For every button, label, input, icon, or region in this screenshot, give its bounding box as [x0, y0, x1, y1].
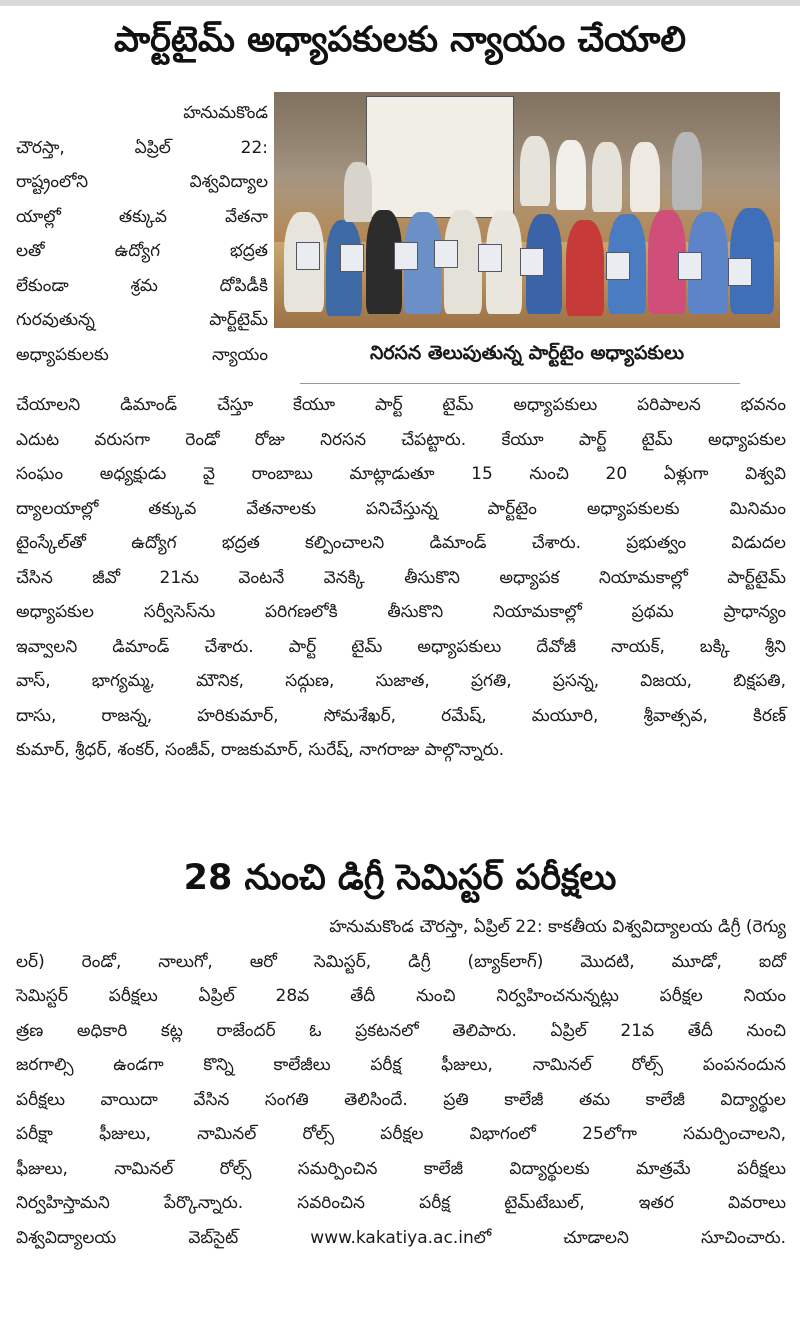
- article1-headline: పార్ట్‌టైమ్ అధ్యాపకులకు న్యాయం చేయాలి: [114, 20, 686, 60]
- text-line: లర్) రెండో, నాలుగో, ఆరో సెమిస్టర్, డిగ్రీ (బ్యాక్‌లాగ్) మొదటి, మూడో, ఐదో: [16, 951, 786, 972]
- photo-placard: [520, 248, 544, 276]
- text-line: జరగాల్సి ఉండగా కొన్ని కాలేజీలు పరీక్ష ఫీజులు, నామినల్ రోల్స్ పంపనందున: [16, 1055, 786, 1075]
- text-line: పరీక్షలు వాయిదా వేసిన సంగతి తెలిసిందే. ప్రతి కాలేజీ తమ కాలేజీ విద్యార్థుల: [16, 1089, 786, 1110]
- previous-article-strip: [0, 0, 800, 6]
- text-line: లేకుండా శ్రమ దోపిడీకి: [16, 275, 268, 296]
- text-line: గురవుతున్న పార్ట్‌టైమ్: [16, 310, 268, 330]
- text-line: వాస్, భాగ్యమ్మ, మౌనిక, సద్గుణ, సుజాత, ప్రగతి, ప్రసన్న, విజయ, బిక్షపతి,: [16, 671, 786, 691]
- person: [556, 140, 586, 210]
- article1-body: [16, 388, 786, 768]
- person: [672, 132, 702, 210]
- caption-divider: [300, 383, 740, 384]
- text-line: సెమిస్టర్ పరీక్షలు ఏప్రిల్ 28వ తేదీ నుంచి నిర్వహించనున్నట్లు పరీక్షల నియం: [16, 986, 786, 1006]
- person: [344, 162, 372, 222]
- text-line: ఫీజులు, నామినల్ రోల్స్ సమర్పించిన కాలేజీ విద్యార్థులకు మాత్రమే పరీక్షలు: [16, 1158, 786, 1179]
- text-line: టైంస్కేల్‌తో ఉద్యోగ భద్రత కల్పించాలని డిమాండ్ చేశారు. ప్రభుత్వం విడుదల: [16, 533, 786, 553]
- text-line: హనుమకొండ చౌరస్తా, ఏప్రిల్ 22: కాకతీయ విశ్వవిద్యాలయ డిగ్రీ (రెగ్యు: [329, 917, 786, 937]
- text-line: ఇవ్వాలని డిమాండ్ చేశారు. పార్ట్ టైమ్ అధ్యాపకులు దేవోజీ నాయక్, బక్కి శ్రీని: [16, 636, 786, 657]
- text-line: లతో ఉద్యోగ భద్రత: [16, 241, 268, 261]
- text-line: సంఘం అధ్యక్షుడు వై రాంబాబు మాట్లాడుతూ 15 నుంచి 20 ఏళ్లుగా విశ్వవి: [16, 464, 786, 484]
- article2-body: [16, 910, 786, 1255]
- text-line: రాష్ట్రంలోని విశ్వవిద్యాల: [16, 172, 268, 192]
- text-line: యాల్లో తక్కువ వేతనా: [16, 206, 268, 227]
- person: [630, 142, 660, 212]
- person: [592, 142, 622, 212]
- text-line: దాసు, రాజన్న, హరికుమార్, సోమశేఖర్, రమేష్, మయూరి, శ్రీవాత్సవ, కిరణ్: [16, 705, 786, 726]
- person: [520, 136, 550, 206]
- photo-placard: [434, 240, 458, 268]
- text-line: కుమార్, శ్రీధర్, శంకర్, సంజీవ్, రాజకుమార్, సురేష్, నాగరాజు పాల్గొన్నారు.: [16, 740, 505, 760]
- photo-placard: [340, 244, 364, 272]
- text-line: చేసిన జీవో 21ను వెంటనే వెనక్కి తీసుకొని అధ్యాపక నియామకాల్లో పార్ట్‌టైమ్: [16, 567, 786, 588]
- person: [566, 220, 604, 316]
- protest-banner: [366, 96, 514, 218]
- photo-placard: [394, 242, 418, 270]
- photo-placard: [678, 252, 702, 280]
- photo-placard: [606, 252, 630, 280]
- photo-placard: [478, 244, 502, 272]
- text-line: నిర్వహిస్తామని పేర్కొన్నారు. సవరించిన పరీక్ష టైమ్‌టేబుల్, ఇతర వివరాలు: [16, 1193, 786, 1213]
- article1-narrow-column: [16, 96, 268, 372]
- protest-photo: [274, 92, 780, 328]
- text-line: త్రణ అధికారి కట్ల రాజేందర్ ఓ ప్రకటనలో తెలిపారు. ఏప్రిల్ 21వ తేదీ నుంచి: [16, 1020, 786, 1041]
- photo-placard: [728, 258, 752, 286]
- article2-headline: 28 నుంచి డిగ్రీ సెమిస్టర్ పరీక్షలు: [183, 858, 617, 898]
- photo-caption: నిరసన తెలుపుతున్న పార్ట్‌టైం అధ్యాపకులు: [369, 342, 685, 364]
- text-line: హనుమకొండ: [183, 103, 268, 123]
- text-line: ఎదుట వరుసగా రెండో రోజు నిరసన చేపట్టారు. కేయూ పార్ట్ టైమ్ అధ్యాపకుల: [16, 429, 786, 450]
- text-line: అధ్యాపకులకు న్యాయం: [16, 344, 268, 365]
- text-line: అధ్యాపకుల సర్వీసెస్‌ను పరిగణలోకి తీసుకొని నియామకాల్లో ప్రథమ ప్రాధాన్యం: [16, 602, 786, 622]
- photo-placard: [296, 242, 320, 270]
- text-line: విశ్వవిద్యాలయ వెబ్‌సైట్ www.kakatiya.ac.inలో చూడాలని సూచించారు.: [16, 1227, 786, 1248]
- text-line: పరీక్షా ఫీజులు, నామినల్ రోల్స్ పరీక్షల విభాగంలో 25లోగా సమర్పించాలని,: [16, 1124, 786, 1144]
- text-line: ద్యాలయాల్లో తక్కువ వేతనాలకు పనిచేస్తున్న పార్ట్‌టైం అధ్యాపకులకు మినిమం: [16, 498, 786, 519]
- text-line: చేయాలని డిమాండ్ చేస్తూ కేయూ పార్ట్ టైమ్ అధ్యాపకులు పరిపాలన భవనం: [16, 395, 786, 415]
- text-line: చౌరస్తా, ఏప్రిల్ 22:: [16, 137, 268, 158]
